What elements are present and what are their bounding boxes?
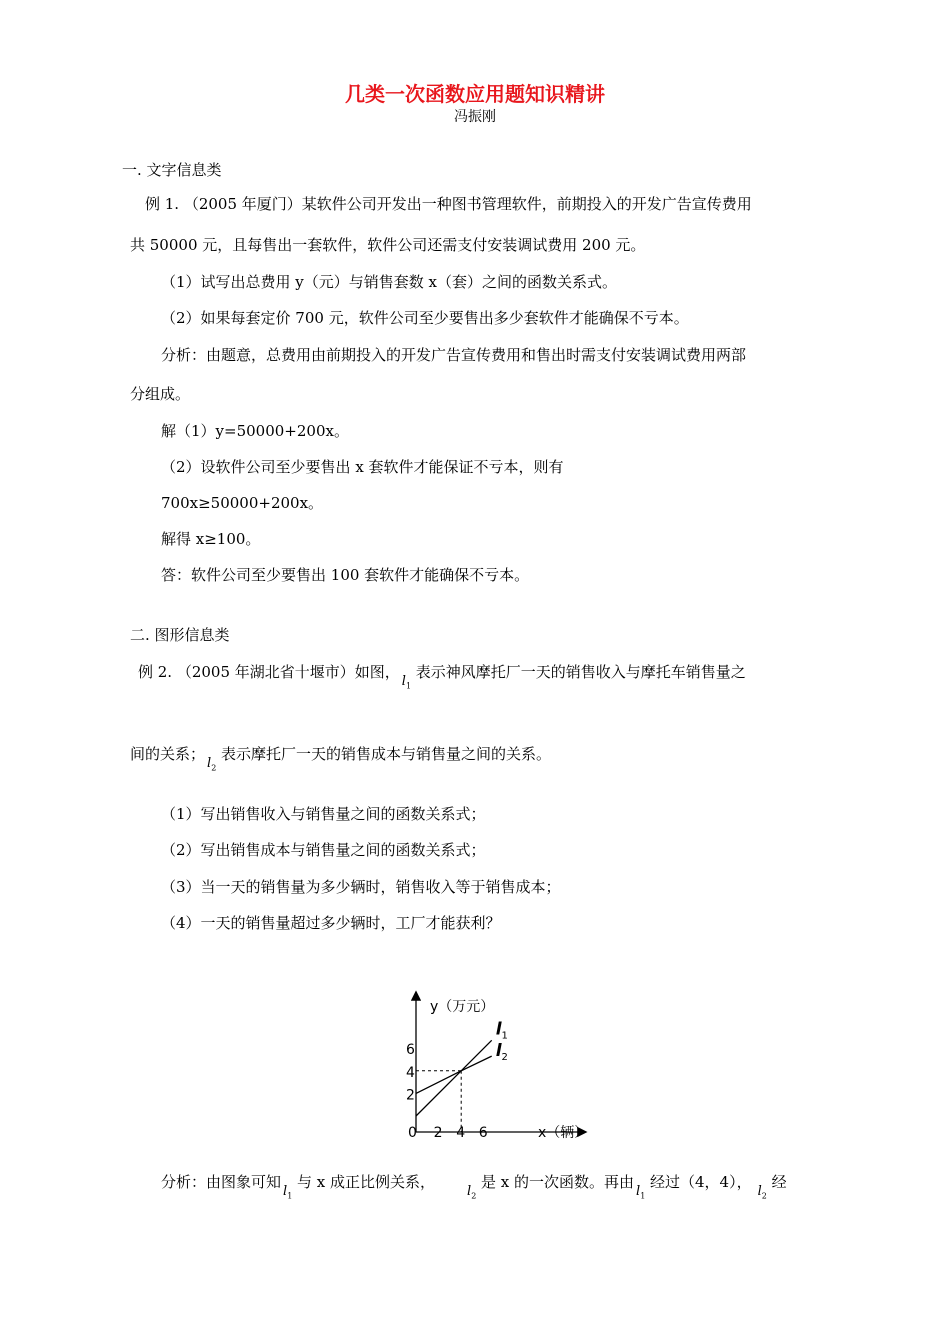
example1-analysis-line2: 分组成。 [130,385,191,403]
line-chart [390,985,610,1145]
example1-solution4: 解得 x≥100。 [161,530,261,548]
example2-analysis-e: 经 [771,1173,787,1191]
section-heading-1: 一. 文字信息类 [122,161,222,179]
section-heading-2: 二. 图形信息类 [130,626,230,644]
x-tick-label: 2 [433,1125,443,1141]
example2-q2: （2）写出销售成本与销售量之间的函数关系式； [161,841,486,859]
example2-analysis-c: 是 x 的一次函数。再由 [481,1173,635,1191]
example2-line2-start: 间的关系； [130,745,206,763]
example1-q2: （2）如果每套定价 700 元，软件公司至少要售出多少套软件才能确保不亏本。 [161,309,689,327]
l2-symbol: $l_2$ [757,1184,767,1201]
l2-symbol: $l_2$ [467,1184,477,1201]
series-line-l2 [416,1056,492,1093]
series-line-l1 [416,1040,492,1116]
l2-symbol: $l_2$ [207,756,217,773]
series-label-l2: $l_2$ [495,1041,508,1064]
example2-analysis-a: 分析：由图象可知 [161,1173,282,1191]
example2-line1-end: 表示神风摩托厂一天的销售收入与摩托车销售量之 [415,663,746,681]
example1-solution3: 700x≥50000+200x。 [161,494,324,512]
x-axis-label: x（辆） [538,1125,589,1141]
example2-line2 [130,744,552,773]
series-label-l1: $l_1$ [495,1019,508,1042]
l1-symbol: $l_1$ [636,1184,646,1201]
example1-q1: （1）试写出总费用 y（元）与销售套数 x（套）之间的函数关系式。 [161,273,618,291]
page-title: 几类一次函数应用题知识精讲 [345,82,605,106]
origin-label: 0 [408,1125,417,1141]
example1-analysis-line1: 分析：由题意，总费用由前期投入的开发广告宣传费用和售出时需支付安装调试费用两部 [161,346,747,364]
y-tick-label: 2 [406,1087,415,1104]
example2-analysis-d: 经过（4，4）， [650,1173,752,1191]
x-tick-label: 4 [456,1125,466,1141]
example2-line1 [138,662,746,691]
author: 冯振刚 [454,109,496,125]
example2-q4: （4）一天的销售量超过多少辆时，工厂才能获利？ [161,914,501,932]
l1-symbol: $l_1$ [283,1184,293,1201]
example1-answer: 答：软件公司至少要售出 100 套软件才能确保不亏本。 [161,566,530,584]
example2-q3: （3）当一天的销售量为多少辆时，销售收入等于销售成本； [161,878,561,896]
l1-symbol: $l_1$ [401,674,412,691]
example2-line1-start: 例 2. （2005 年湖北省十堰市）如图， [138,663,400,681]
example2-q1: （1）写出销售收入与销售量之间的函数关系式； [161,805,486,823]
example1-line1: 例 1. （2005 年厦门）某软件公司开发出一种图书管理软件，前期投入的开发广告宣传费用 [145,195,752,213]
example2-analysis [161,1172,787,1201]
example1-solution1: 解（1）y=50000+200x。 [161,422,349,440]
x-tick-label: 6 [478,1125,488,1141]
y-tick-label: 4 [406,1064,415,1081]
example2-line2-end: 表示摩托厂一天的销售成本与销售量之间的关系。 [221,745,552,763]
y-tick-label: 6 [406,1042,415,1059]
example2-analysis-b: 与 x 成正比例关系， [297,1173,436,1191]
y-axis-label: y（万元） [430,999,495,1015]
example1-line2: 共 50000 元，且每售出一套软件，软件公司还需支付安装调试费用 200 元。 [130,236,646,254]
example1-solution2: （2）设软件公司至少要售出 x 套软件才能保证不亏本，则有 [161,458,564,476]
